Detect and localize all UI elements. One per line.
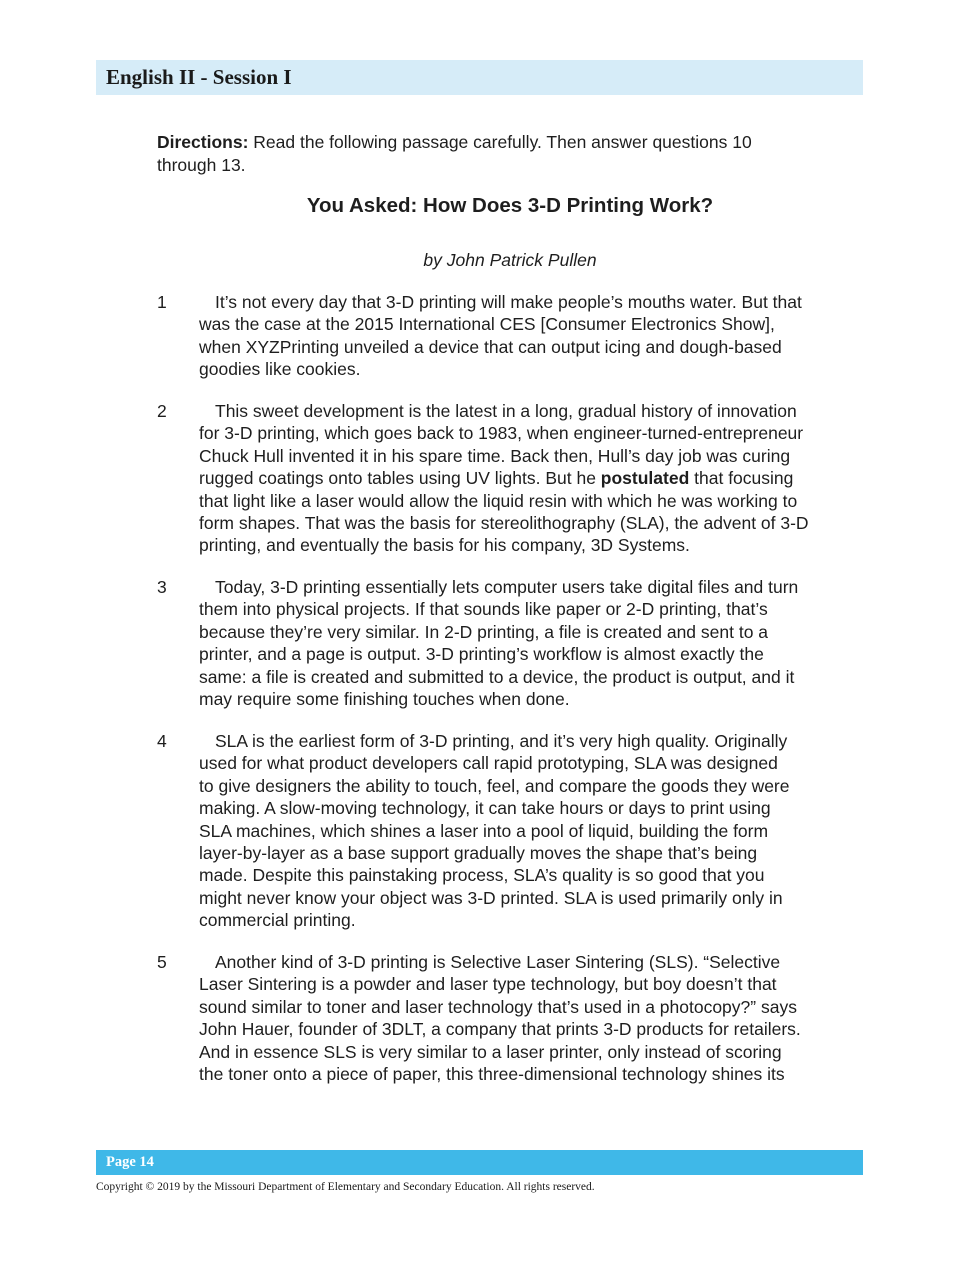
paragraph-line: may require some finishing touches when done. bbox=[199, 689, 570, 710]
paragraph-line: them into physical projects. If that sounds like paper or 2-D printing, that’s bbox=[199, 599, 768, 620]
paragraph-line: the toner onto a piece of paper, this three-dimensional technology shines its bbox=[199, 1064, 785, 1085]
paragraph-number: 5 bbox=[157, 952, 167, 972]
line-end: that focusing bbox=[689, 468, 794, 489]
paragraph-line: John Hauer, founder of 3DLT, a company that prints 3-D products for retailers. bbox=[199, 1019, 801, 1040]
paragraph-line: SLA machines, which shines a laser into a pool of liquid, building the form bbox=[199, 820, 769, 841]
paragraph-line: Chuck Hull invented it in his spare time. Back then, Hull’s day job was curing bbox=[199, 445, 791, 466]
directions bbox=[157, 131, 847, 176]
page-title: English II - Session I bbox=[106, 65, 292, 89]
paragraph-line: goodies like cookies. bbox=[199, 359, 361, 380]
paragraph-number: 3 bbox=[157, 577, 167, 597]
paragraph-line: It’s not every day that 3-D printing will make people’s mouths water. But that bbox=[215, 292, 802, 312]
paragraph-line: same: a file is created and submitted to a device, the product is output, and it bbox=[199, 666, 795, 687]
paragraph-line: And in essence SLS is very similar to a laser printer, only instead of scoring bbox=[199, 1041, 782, 1062]
vocabulary-word: postulated bbox=[600, 468, 690, 489]
paragraph-line: when XYZPrinting unveiled a device that can output icing and dough-based bbox=[199, 336, 782, 357]
paragraph-line: form shapes. That was the basis for stereolithography (SLA), the advent of 3-D bbox=[199, 513, 809, 534]
paragraph-number: 2 bbox=[157, 401, 167, 421]
paragraph-line: Laser Sintering is a powder and laser type technology, but boy doesn’t that bbox=[199, 974, 777, 995]
passage-title: You Asked: How Does 3-D Printing Work? bbox=[306, 194, 714, 217]
paragraph-text bbox=[199, 951, 879, 1085]
passage-byline: by John Patrick Pullen bbox=[423, 250, 597, 270]
paragraph-line: SLA is the earliest form of 3-D printing, and it’s very high quality. Originally bbox=[215, 731, 788, 751]
paragraph-line: Today, 3-D printing essentially lets computer users take digital files and turn bbox=[215, 577, 799, 597]
directions-label: Directions: bbox=[157, 132, 249, 152]
paragraph-text bbox=[199, 400, 879, 557]
header-bar bbox=[96, 60, 863, 95]
paragraph-line: printer, and a page is output. 3-D printing’s workflow is almost exactly the bbox=[199, 644, 764, 665]
paragraph-number: 1 bbox=[157, 292, 167, 312]
footer-bar bbox=[96, 1150, 863, 1175]
paragraph-text bbox=[199, 576, 879, 710]
paragraph-line: making. A slow-moving technology, it can take hours or days to print using bbox=[199, 798, 771, 819]
paragraph-line: that light like a laser would allow the liquid resin with which he was working to bbox=[199, 490, 798, 511]
directions-text-line1: Read the following passage carefully. Then answer questions 10 bbox=[253, 132, 752, 152]
paragraph-line: printing, and eventually the basis for his company, 3D Systems. bbox=[199, 535, 690, 556]
copyright-notice: Copyright © 2019 by the Missouri Department of Elementary and Secondary Education. All rights reserved. bbox=[96, 1181, 595, 1193]
paragraph-text bbox=[199, 730, 879, 932]
paragraph-number: 4 bbox=[157, 731, 167, 751]
paragraph-line: because they’re very similar. In 2-D printing, a file is created and sent to a bbox=[199, 621, 769, 642]
line-start: rugged coatings onto tables using UV lights. But he bbox=[199, 468, 601, 489]
directions-text-line2: through 13. bbox=[157, 154, 246, 175]
paragraph-line bbox=[199, 467, 879, 489]
paragraph-line: to give designers the ability to touch, feel, and compare the goods they were bbox=[199, 775, 790, 796]
paragraph-line: sound similar to toner and laser technology that’s used in a photocopy?” says bbox=[199, 996, 797, 1017]
paragraph-line: This sweet development is the latest in a long, gradual history of innovation bbox=[215, 401, 797, 421]
paragraph-line: layer-by-layer as a base support gradually moves the shape that’s being bbox=[199, 843, 758, 864]
paragraph-line: used for what product developers call rapid prototyping, SLA was designed bbox=[199, 753, 778, 774]
page-number: Page 14 bbox=[106, 1154, 154, 1170]
paragraph-line: commercial printing. bbox=[199, 910, 356, 931]
paragraph-line: for 3-D printing, which goes back to 1983, when engineer-turned-entrepreneur bbox=[199, 423, 804, 444]
paragraph-line: made. Despite this painstaking process, SLA’s quality is so good that you bbox=[199, 865, 765, 886]
paragraph-line: might never know your object was 3-D printed. SLA is used primarily only in bbox=[199, 887, 783, 908]
paragraph-line: Another kind of 3-D printing is Selective Laser Sintering (SLS). “Selective bbox=[215, 952, 781, 972]
paragraph-text bbox=[199, 291, 879, 381]
paragraph-line: was the case at the 2015 International CES [Consumer Electronics Show], bbox=[199, 314, 775, 335]
